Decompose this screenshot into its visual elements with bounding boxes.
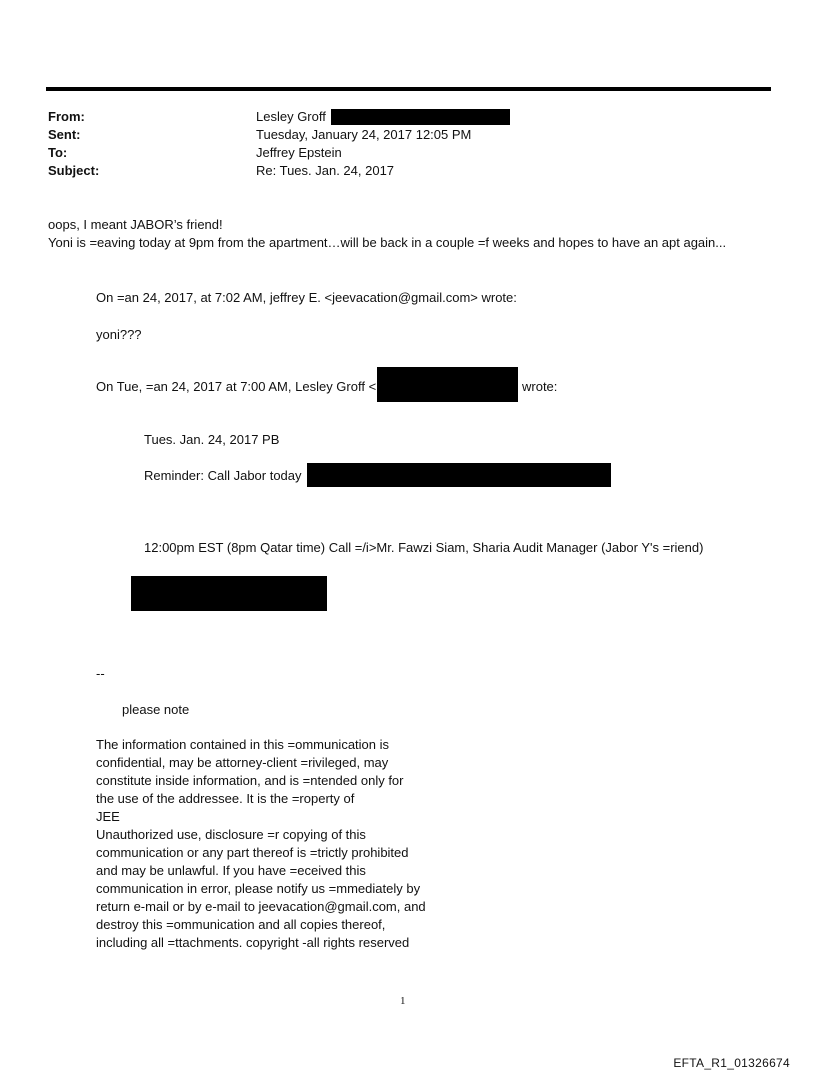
redaction-from-email [331, 109, 510, 125]
disclaimer-line: confidential, may be attorney-client =rivileged, may [96, 755, 389, 770]
disclaimer-line: return e-mail or by e-mail to jeevacation@gmail.com, and [96, 899, 426, 914]
signature-dashes: -- [96, 666, 105, 681]
body-line-1: oops, I meant JABOR’s friend! [48, 217, 223, 232]
disclaimer [96, 736, 426, 952]
quote2-line-2: Reminder: Call Jabor today [144, 468, 302, 483]
document-id: EFTA_R1_01326674 [673, 1056, 790, 1070]
signature-note: please note [122, 702, 190, 717]
disclaimer-line: destroy this =ommunication and all copies thereof, [96, 917, 386, 932]
quote2-header-suffix: wrote: [522, 379, 558, 394]
disclaimer-line: the use of the addressee. It is the =roperty of [96, 791, 355, 806]
disclaimer-line: Unauthorized use, disclosure =r copying of this [96, 827, 366, 842]
subject-value: Re: Tues. Jan. 24, 2017 [256, 163, 395, 178]
disclaimer-line: constitute inside information, and is =ntended only for [96, 773, 404, 788]
quote1-text: yoni??? [96, 327, 142, 342]
sent-value: Tuesday, January 24, 2017 12:05 PM [256, 127, 472, 142]
disclaimer-line: communication or any part thereof is =trictly prohibited [96, 845, 409, 860]
from-label: From: [48, 109, 85, 124]
body-line-2: Yoni is =eaving today at 9pm from the apartment…will be back in a couple =f weeks and hopes to have an apt again... [48, 235, 727, 250]
disclaimer-line: including all =ttachments. copyright -all rights reserved [96, 935, 410, 950]
quote2-line-3: 12:00pm EST (8pm Qatar time) Call =/i>Mr. Fawzi Siam, Sharia Audit Manager (Jabor Y's =riend) [144, 540, 704, 555]
to-value: Jeffrey Epstein [256, 145, 342, 160]
disclaimer-line: and may be unlawful. If you have =eceived this [96, 863, 366, 878]
page-number: 1 [400, 995, 406, 1007]
disclaimer-line: communication in error, please notify us =mmediately by [96, 881, 421, 896]
header-rule [46, 87, 771, 91]
to-label: To: [48, 145, 68, 160]
disclaimer-line: JEE [96, 809, 120, 824]
quote2-header-prefix: On Tue, =an 24, 2017 at 7:00 AM, Lesley Groff < [96, 379, 377, 394]
quote2-line-1: Tues. Jan. 24, 2017 PB [144, 432, 280, 447]
quote1-header: On =an 24, 2017, at 7:02 AM, jeffrey E. <jeevacation@gmail.com> wrote: [96, 290, 517, 305]
sent-label: Sent: [48, 127, 81, 142]
disclaimer-line: The information contained in this =ommunication is [96, 737, 390, 752]
from-value: Lesley Groff [256, 109, 326, 124]
redaction-quote2-email [377, 367, 518, 402]
redaction-reminder [307, 463, 611, 487]
redaction-block [131, 576, 327, 611]
subject-label: Subject: [48, 163, 100, 178]
